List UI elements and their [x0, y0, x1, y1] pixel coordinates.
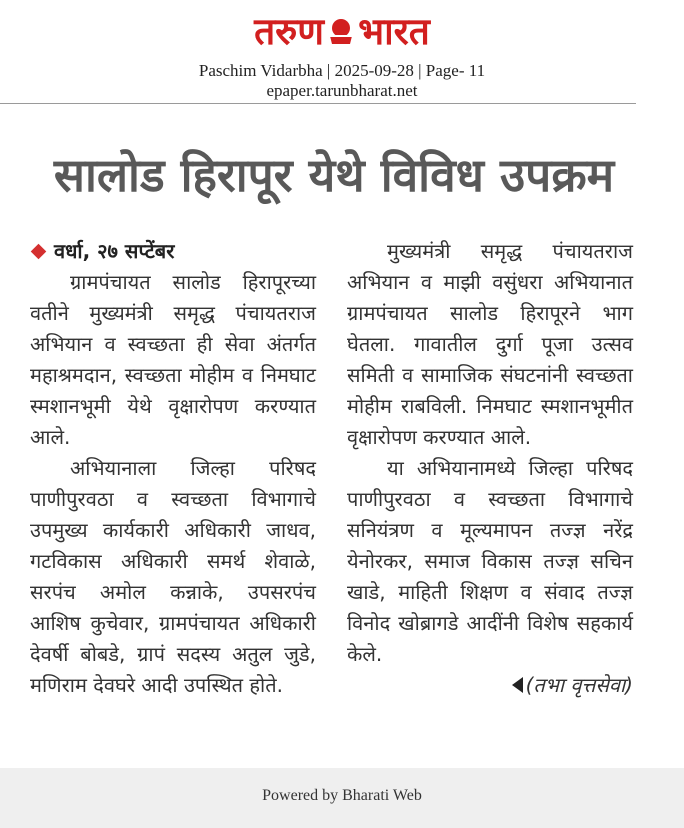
credit-text: (तभा वृत्तसेवा) [525, 673, 633, 697]
masthead [0, 0, 684, 105]
edition-name: Paschim Vidarbha [198, 61, 323, 80]
newspaper-logo [0, 10, 684, 54]
header-divider [0, 103, 636, 104]
news-credit [347, 670, 633, 701]
separator: | [326, 61, 331, 80]
site-url[interactable]: epaper.tarunbharat.net [266, 81, 418, 100]
article-column-left [30, 236, 316, 701]
triangle-marker-icon [512, 677, 523, 693]
edition-line [0, 61, 684, 81]
edition-date: 2025-09-28 [334, 61, 414, 80]
diamond-bullet-icon [31, 244, 47, 260]
dateline [30, 236, 316, 267]
footer [0, 768, 684, 828]
paragraph: मुख्यमंत्री समृद्ध पंचायतराज अभियान व माझी वसुंधरा अभियानात ग्रामपंचायत सालोड हिरापूरने भाग घेतला. गावातील दुर्गा पूजा उत्सव समिती व सामाजिक संघटनांनी स्वच्छता मोहीम राबविली. निमघाट स्मशानभूमीत वृक्षारोपण करण्यात आले. [347, 239, 633, 449]
powered-by-link[interactable]: Powered by Bharati Web [262, 787, 422, 804]
paragraph: ग्रामपंचायत सालोड हिरापूरच्या वतीने मुख्यमंत्री समृद्ध पंचायतराज अभियान व स्वच्छता ही सेवा अंतर्गत महाश्रमदान, स्वच्छता मोहीम व निमघाट स्मशानभूमी येथे वृक्षारोपण करण्यात आले. [30, 270, 316, 449]
article-headline: सालोड हिरापूर येथे विविध उपक्रम [53, 148, 615, 202]
page-number: Page- 11 [425, 61, 486, 80]
logo-emblem-icon [326, 14, 356, 48]
paragraph: या अभियानामध्ये जिल्हा परिषद पाणीपुरवठा व स्वच्छता विभागाचे सनियंत्रण व मूल्यमापन तज्ज्ञ नरेंद्र येनोरकर, समाज विकास तज्ज्ञ सचिन खाडे, माहिती शिक्षण व संवाद तज्ज्ञ विनोद खोब्रागडे आदींनी विशेष सहकार्य केले. [347, 456, 633, 666]
separator: | [418, 61, 422, 80]
dateline-text: वर्धा, २७ सप्टेंबर [54, 239, 175, 263]
logo-left-text: तरुण [254, 10, 325, 53]
paragraph: अभियानाला जिल्हा परिषद पाणीपुरवठा व स्वच्छता विभागाचे उपमुख्य कार्यकारी अधिकारी जाधव, गटविकास अधिकारी समर्थ शेवाळे, सरपंच अमोल कन्नाके, उपसरपंच आशिष कुचेवार, ग्रामपंचायत अधिकारी देवर्षी बोबडे, ग्रापं सदस्य अतुल जुडे, मणिराम देवघरे आदी उपस्थित होते. [30, 456, 316, 697]
logo-right-text: भारत [358, 10, 430, 53]
article-column-right [347, 236, 633, 701]
